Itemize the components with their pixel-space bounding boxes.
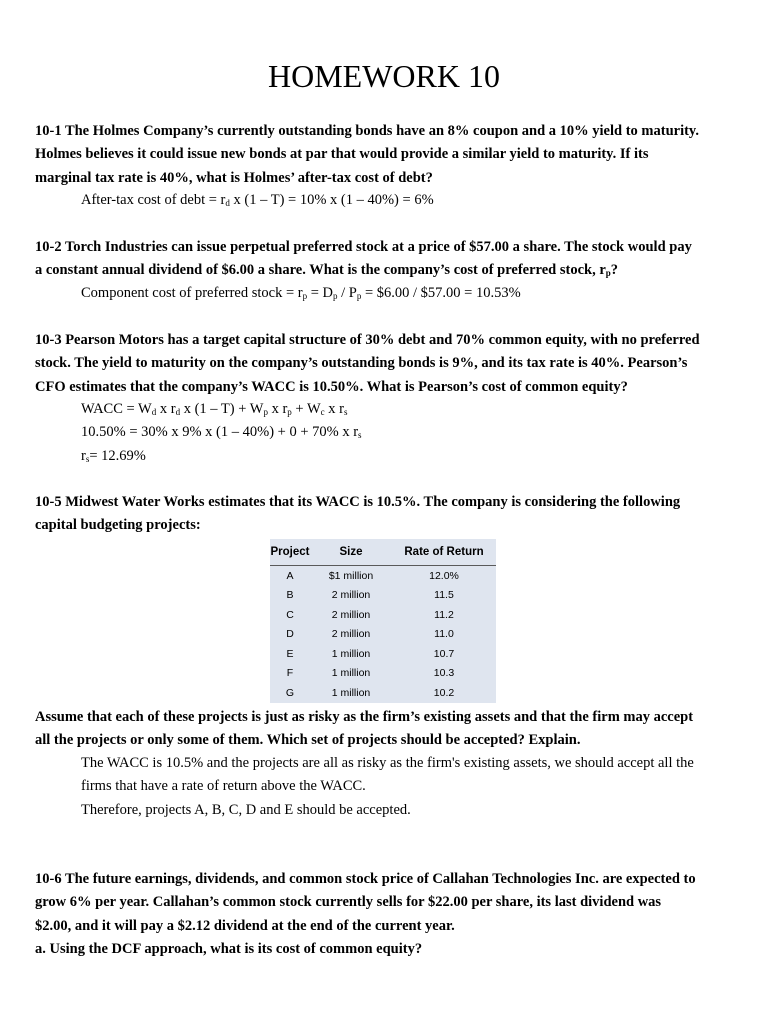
question-line: Assume that each of these projects is just as risky as the firm’s existing assets and that the firm may accept: [35, 709, 694, 725]
table-cell: 10.7: [433, 647, 455, 660]
question-line: $2.00, and it will pay a $2.12 dividend at the end of the current year.: [35, 917, 455, 934]
table-cell: G: [285, 686, 295, 699]
table-cell: $1 million: [328, 569, 374, 582]
question-10-1: [35, 120, 735, 190]
question-line: 10-2 Torch Industries can issue perpetual preferred stock at a price of $57.00 a share. The stock would pay: [35, 239, 692, 255]
question-10-5: [35, 491, 735, 538]
table-cell: D: [286, 628, 294, 641]
question-line: 10-6 The future earnings, dividends, and common stock price of Callahan Technologies Inc. are expected to: [35, 871, 696, 887]
table-cell: F: [286, 667, 294, 680]
question-line: CFO estimates that the company’s WACC is 10.50%. What is Pearson’s cost of common equity?: [35, 378, 628, 395]
page-title: HOMEWORK 10: [268, 58, 500, 94]
question-10-5-followup: [35, 706, 735, 753]
answer-line: The WACC is 10.5% and the projects are all as risky as the firm's existing assets, we should accept all the: [81, 755, 694, 771]
question-line: 10-5 Midwest Water Works estimates that its WACC is 10.5%. The company is considering the following: [35, 494, 681, 510]
answer-line: Therefore, projects A, B, C, D and E should be accepted.: [81, 801, 411, 818]
table-row: [270, 605, 496, 625]
answer-line: 10.50% = 30% x 9% x (1 – 40%) + 0 + 70% x $r_s$: [81, 424, 362, 441]
question-line: all the projects or only some of them. Which set of projects should be accepted? Explain.: [35, 732, 581, 749]
question-10-2: [35, 236, 735, 283]
table-cell: 2 million: [331, 589, 371, 602]
table-row: [270, 586, 496, 606]
column-header: Project: [270, 539, 310, 566]
question-line: a constant annual dividend of $6.00 a share. What is the company’s cost of preferred stock, $r_p$?: [35, 262, 619, 279]
question-line: grow 6% per year. Callahan’s common stock currently sells for $22.00 per share, its last dividend was: [35, 894, 662, 911]
table-row: [270, 566, 496, 586]
answer-line: Component cost of preferred stock = $r_p = D_p / P_p$ = $6.00 / $57.00 = 10.53%: [81, 285, 521, 301]
answer-10-3: [81, 398, 741, 468]
answer-10-2: [81, 282, 741, 305]
table-row: [270, 664, 496, 684]
answer-line: $r_s= 12.69\%$: [81, 447, 146, 464]
table-cell: 2 million: [331, 608, 371, 621]
answer-line: WACC = $W_d$ x $r_d$ x $(1 - T) + W_p$ x $r_p + W_c$ x $r_s$: [81, 401, 348, 417]
question-10-6: [35, 868, 735, 961]
table-cell: 10.3: [433, 667, 455, 680]
table-cell: C: [286, 608, 294, 621]
table-cell: 12.0%: [429, 569, 459, 582]
question-10-3: [35, 329, 735, 399]
projects-table: [270, 539, 496, 703]
question-line: marginal tax rate is 40%, what is Holmes’ after-tax cost of debt?: [35, 169, 433, 186]
question-line: Holmes believes it could issue new bonds at par that would provide a similar yield to maturity. If its: [35, 146, 649, 163]
question-line: a. Using the DCF approach, what is its cost of common equity?: [35, 940, 423, 957]
table-cell: A: [286, 569, 294, 582]
table-cell: 2 million: [331, 628, 371, 641]
column-header: Size: [310, 539, 392, 566]
table-row: [270, 644, 496, 664]
table-cell: 1 million: [331, 667, 371, 680]
table-cell: 1 million: [331, 647, 371, 660]
question-line: 10-3 Pearson Motors has a target capital structure of 30% debt and 70% common equity, with no preferred: [35, 332, 700, 348]
answer-10-1: [81, 189, 741, 212]
column-header: Rate of Return: [392, 539, 496, 566]
answer-line: After-tax cost of debt = $r_d$ x (1 – T) = 10% x (1 – 40%) = 6%: [81, 192, 434, 208]
question-line: 10-1 The Holmes Company’s currently outstanding bonds have an 8% coupon and a 10% yield to maturity.: [35, 123, 699, 139]
answer-line: firms that have a rate of return above the WACC.: [81, 778, 366, 795]
table-header-row: [270, 539, 496, 566]
table-cell: 11.2: [434, 608, 454, 621]
question-line: capital budgeting projects:: [35, 517, 201, 534]
question-line: stock. The yield to maturity on the company’s outstanding bonds is 9%, and its tax rate is 40%. Pearson’s: [35, 355, 688, 372]
table-cell: 11.0: [434, 628, 454, 641]
table-cell: B: [286, 589, 294, 602]
table-cell: 11.5: [434, 589, 454, 602]
answer-10-5: [81, 752, 741, 822]
table-row: [270, 625, 496, 645]
table-cell: 1 million: [331, 686, 371, 699]
table-row: [270, 683, 496, 703]
table-cell: E: [286, 647, 294, 660]
table-cell: 10.2: [433, 686, 455, 699]
